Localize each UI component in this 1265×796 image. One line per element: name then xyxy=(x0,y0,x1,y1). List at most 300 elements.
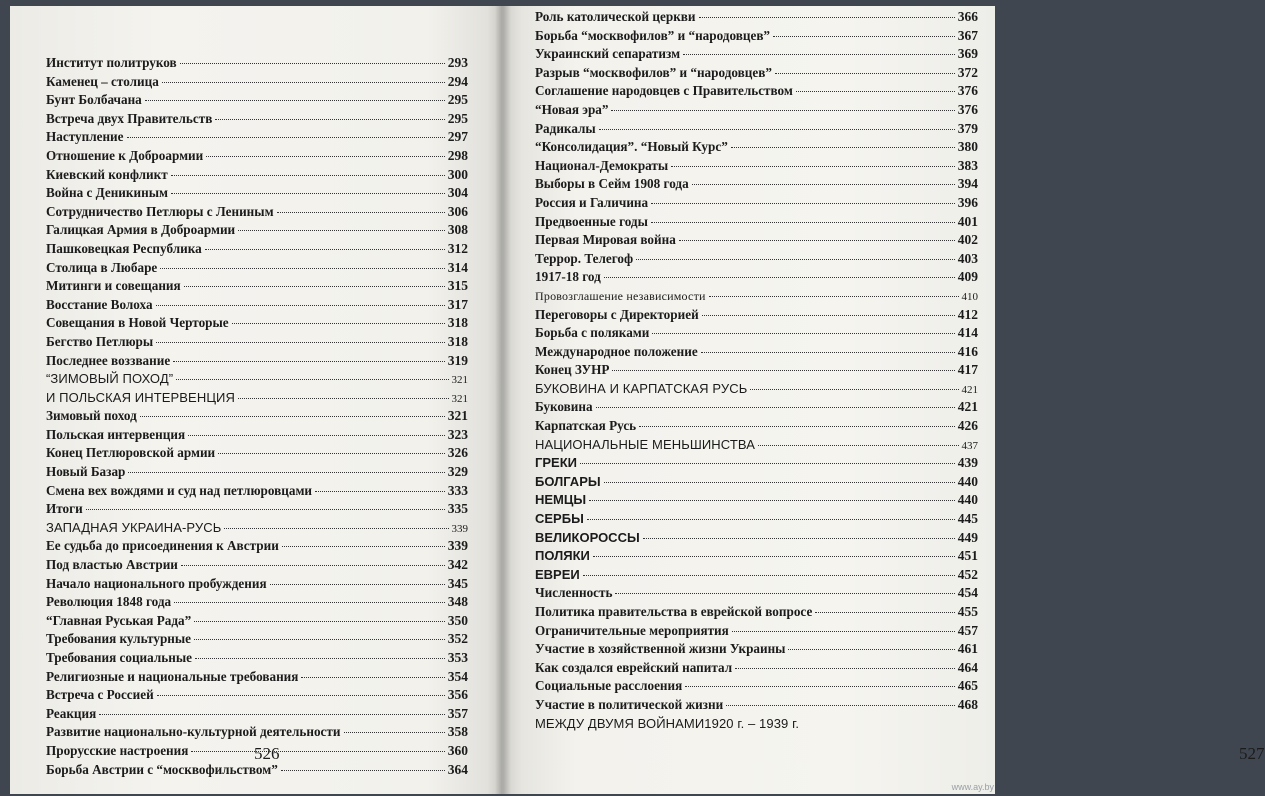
toc-entry-title: Буковина xyxy=(535,399,593,415)
toc-entry xyxy=(535,250,978,269)
toc-entry xyxy=(46,407,468,426)
toc-dot-leader xyxy=(224,528,448,529)
toc-entry-page: 465 xyxy=(957,678,978,694)
toc-entry-title: Отношение к Доброармии xyxy=(46,147,204,163)
toc-entry-page: 335 xyxy=(447,501,468,517)
toc-entry-page: 426 xyxy=(957,418,978,434)
toc-entry-title: Развитие национально-культурной деятельности xyxy=(46,724,341,740)
toc-entry-title: Как создался еврейский напитал xyxy=(535,659,733,675)
toc-dot-leader xyxy=(86,509,445,510)
toc-entry-page: 376 xyxy=(957,83,978,99)
toc-entry xyxy=(535,454,978,473)
toc-entry-page: 421 xyxy=(957,399,978,415)
toc-entry-title: Пашковецкая Республика xyxy=(46,240,202,256)
toc-dot-leader xyxy=(238,398,449,399)
toc-dot-leader xyxy=(699,17,955,18)
toc-entry-page: 306 xyxy=(447,203,468,219)
toc-entry xyxy=(535,398,978,417)
toc-dot-leader xyxy=(188,435,445,436)
toc-entry-title: БОЛГАРЫ xyxy=(535,473,601,489)
toc-dot-leader xyxy=(735,668,955,669)
toc-entry-title: Война с Деникиным xyxy=(46,185,168,201)
toc-dot-leader xyxy=(815,612,954,613)
toc-dot-leader xyxy=(639,426,955,427)
toc-entry-page: 410 xyxy=(961,290,978,303)
toc-entry-page: 449 xyxy=(957,529,978,545)
toc-entry xyxy=(535,659,978,678)
toc-entry-title: Зимовый поход xyxy=(46,408,137,424)
toc-entry xyxy=(535,120,978,139)
toc-entry-title: ВЕЛИКОРОССЫ xyxy=(535,529,640,545)
toc-entry-title: “Консолидация”. “Новый Курс” xyxy=(535,139,728,155)
toc-entry xyxy=(535,473,978,492)
toc-dot-leader xyxy=(195,658,445,659)
toc-entry xyxy=(46,444,468,463)
toc-dot-leader xyxy=(181,565,445,566)
toc-entry xyxy=(46,91,468,110)
right-page-number: 527 xyxy=(1239,744,1265,763)
toc-dot-leader xyxy=(652,333,954,334)
toc-entry xyxy=(535,677,978,696)
toc-entry xyxy=(535,343,978,362)
toc-entry-title: Столица в Любаре xyxy=(46,259,158,275)
toc-entry xyxy=(535,213,978,232)
toc-entry xyxy=(535,27,978,46)
toc-entry-title: Радикалы xyxy=(535,120,596,136)
toc-entry xyxy=(535,417,978,436)
toc-entry xyxy=(535,566,978,585)
toc-entry-title: Международное положение xyxy=(535,343,698,359)
toc-entry-title: Бегство Петлюры xyxy=(46,333,154,349)
toc-entry-page: 317 xyxy=(447,296,468,312)
toc-entry-title: Борьба “москвофилов” и “народовцев” xyxy=(535,27,771,43)
toc-entry-page: 329 xyxy=(447,464,468,480)
toc-entry-title: Совещания в Новой Черторые xyxy=(46,315,229,331)
toc-entry-page: 366 xyxy=(957,9,978,24)
toc-entry xyxy=(46,147,468,166)
toc-entry-page: 468 xyxy=(957,696,978,712)
toc-entry xyxy=(46,73,468,92)
toc-entry-title: Первая Мировая война xyxy=(535,232,676,248)
toc-dot-leader xyxy=(701,352,955,353)
toc-entry-title: Каменец – столица xyxy=(46,73,159,89)
toc-dot-leader xyxy=(171,193,445,194)
toc-dot-leader xyxy=(277,212,445,213)
toc-dot-leader xyxy=(589,500,955,501)
toc-dot-leader xyxy=(156,342,445,343)
toc-entry-page: 308 xyxy=(447,222,468,238)
toc-entry-title: Борьба Австрии с “москвофильством” xyxy=(46,761,278,777)
toc-entry-title: Предвоенные годы xyxy=(535,213,648,229)
toc-entry-page: 440 xyxy=(957,492,978,508)
toc-entry-page: 454 xyxy=(957,585,978,601)
toc-dot-leader xyxy=(604,277,955,278)
toc-entry-page: 464 xyxy=(957,659,978,675)
toc-entry xyxy=(46,668,468,687)
toc-entry-title: ЗАПАДНАЯ УКРАИНА-РУСЬ xyxy=(46,519,222,535)
toc-entry-title: ПОЛЯКИ xyxy=(535,548,590,564)
toc-entry-title: Борьба с поляками xyxy=(535,325,650,341)
toc-dot-leader xyxy=(171,175,445,176)
toc-entry-title: “ЗИМОВЫЙ ПОХОД” xyxy=(46,371,174,387)
toc-entry xyxy=(46,537,468,556)
toc-entry-page: 352 xyxy=(447,631,468,647)
toc-dot-leader xyxy=(191,751,444,752)
toc-entry-page: 445 xyxy=(957,511,978,527)
toc-entry-title: Конец ЗУНР xyxy=(535,362,610,378)
toc-entry-title: Соглашение народовцев с Правительством xyxy=(535,83,793,99)
toc-entry xyxy=(535,175,978,194)
toc-entry-title: Прорусские настроения xyxy=(46,742,189,758)
toc-dot-leader xyxy=(732,631,955,632)
toc-entry xyxy=(535,603,978,622)
toc-entry-title: “Главная Руськая Рада” xyxy=(46,612,192,628)
toc-entry-page: 298 xyxy=(447,147,468,163)
toc-entry-page: 437 xyxy=(961,439,978,452)
toc-entry-title: Новый Базар xyxy=(46,464,126,480)
toc-dot-leader xyxy=(671,166,955,167)
toc-entry-title: “Новая эра” xyxy=(535,101,609,117)
toc-entry-title: Киевский конфликт xyxy=(46,166,168,182)
toc-entry-page: 383 xyxy=(957,157,978,173)
toc-dot-leader xyxy=(145,100,445,101)
toc-dot-leader xyxy=(282,546,445,547)
toc-entry-title: Требования социальные xyxy=(46,650,192,665)
toc-dot-leader xyxy=(232,323,445,324)
toc-dot-leader xyxy=(160,268,444,269)
toc-entry-page: 333 xyxy=(447,482,468,498)
toc-dot-leader xyxy=(773,36,955,37)
toc-entry-page: 357 xyxy=(447,705,468,721)
toc-entry-page: 376 xyxy=(957,101,978,117)
toc-entry-title: Требования культурные xyxy=(46,631,192,647)
toc-entry-page: 321 xyxy=(451,374,468,387)
toc-entry-page: 401 xyxy=(957,213,978,229)
toc-dot-leader xyxy=(156,305,445,306)
toc-entry xyxy=(535,324,978,343)
toc-entry xyxy=(46,593,468,612)
toc-entry xyxy=(46,240,468,259)
toc-entry xyxy=(46,723,468,742)
toc-dot-leader xyxy=(593,556,955,557)
toc-entry-page: 394 xyxy=(957,176,978,192)
toc-dot-leader xyxy=(301,677,444,678)
toc-entry-title: И ПОЛЬСКАЯ ИНТЕРВЕНЦИЯ xyxy=(46,389,235,405)
toc-entry-page: 364 xyxy=(447,761,468,777)
toc-entry-page: 354 xyxy=(447,668,468,684)
toc-entry xyxy=(535,157,978,176)
toc-entry-page: 455 xyxy=(957,604,978,619)
toc-dot-leader xyxy=(157,695,445,696)
toc-entry xyxy=(46,333,468,352)
toc-entry-page: 339 xyxy=(451,522,468,535)
toc-entry-title: Национал-Демократы xyxy=(535,157,669,173)
toc-entry-title: Под властью Австрии xyxy=(46,557,178,573)
toc-dot-leader xyxy=(692,184,955,185)
toc-dot-leader xyxy=(270,584,445,585)
toc-entry xyxy=(535,45,978,64)
toc-entry-title: БУКОВИНА И КАРПАТСКАЯ РУСЬ xyxy=(535,380,748,396)
toc-entry-title: Встреча с Россией xyxy=(46,687,154,703)
toc-entry xyxy=(535,510,978,529)
toc-entry-title: Ее судьба до присоединения к Австрии xyxy=(46,538,279,554)
toc-entry-title: Социальные расслоения xyxy=(535,678,683,694)
toc-entry-page: 294 xyxy=(447,73,468,89)
toc-entry xyxy=(46,482,468,501)
toc-entry xyxy=(535,491,978,510)
toc-entry-page: 348 xyxy=(447,594,468,610)
toc-entry xyxy=(535,622,978,641)
toc-entry-page: 457 xyxy=(957,622,978,638)
toc-entry-page: 321 xyxy=(451,392,468,405)
toc-dot-leader xyxy=(685,686,954,687)
toc-entry-title: Сотрудничество Петлюры с Лениным xyxy=(46,203,274,219)
toc-dot-leader xyxy=(612,370,954,371)
toc-entry-page: 339 xyxy=(447,538,468,554)
toc-dot-leader xyxy=(180,63,445,64)
toc-entry-title: Галицкая Армия в Доброармии xyxy=(46,222,236,238)
toc-entry-title: Восстание Волоха xyxy=(46,296,153,312)
toc-entry-page: 300 xyxy=(447,166,468,182)
toc-dot-leader xyxy=(184,286,445,287)
toc-entry xyxy=(535,64,978,83)
toc-entry-page: 353 xyxy=(447,650,468,665)
toc-entry xyxy=(535,268,978,287)
toc-entry xyxy=(535,547,978,566)
toc-dot-leader xyxy=(643,538,955,539)
toc-entry-page: 379 xyxy=(957,120,978,136)
toc-entry xyxy=(535,138,978,157)
toc-dot-leader xyxy=(611,110,954,111)
toc-entry xyxy=(535,640,978,659)
toc-dot-leader xyxy=(344,732,445,733)
toc-entry-page: 461 xyxy=(957,641,978,657)
toc-entry-title: Террор. Телегоф xyxy=(535,250,634,266)
toc-entry-page: 358 xyxy=(447,724,468,740)
toc-entry xyxy=(535,101,978,120)
toc-entry-page: 304 xyxy=(447,185,468,201)
toc-entry-page: 295 xyxy=(447,92,468,108)
toc-entry xyxy=(535,361,978,380)
toc-entry-title: ГРЕКИ xyxy=(535,455,577,471)
toc-entry-title: Выборы в Сейм 1908 года xyxy=(535,176,689,192)
toc-entry-title: Смена вех вождями и суд над петлюровцами xyxy=(46,482,313,498)
toc-entry-page: 421 xyxy=(961,383,978,396)
toc-entry-title: МЕЖДУ ДВУМЯ ВОЙНАМИ1920 г. – 1939 г. xyxy=(535,715,800,731)
toc-entry-title: Ограничительные мероприятия xyxy=(535,622,729,638)
toc-entry xyxy=(535,306,978,325)
toc-dot-leader xyxy=(796,91,955,92)
toc-entry-title: Численность xyxy=(535,585,613,601)
toc-entry-page: 342 xyxy=(447,557,468,573)
toc-dot-leader xyxy=(176,379,448,380)
toc-dot-leader xyxy=(174,602,445,603)
toc-entry xyxy=(535,8,978,27)
toc-entry-page: 318 xyxy=(447,333,468,349)
toc-entry xyxy=(46,221,468,240)
toc-entry xyxy=(46,630,468,649)
toc-entry xyxy=(535,231,978,250)
toc-dot-leader xyxy=(758,445,959,446)
toc-entry-page: 403 xyxy=(957,250,978,266)
toc-entry xyxy=(46,705,468,724)
toc-entry-page: 360 xyxy=(447,742,468,758)
toc-entry-page: 369 xyxy=(957,46,978,62)
toc-entry-title: 1917-18 год xyxy=(535,269,601,285)
toc-entry xyxy=(46,556,468,575)
toc-entry xyxy=(46,296,468,315)
toc-entry xyxy=(46,389,468,408)
toc-entry-page: 350 xyxy=(447,612,468,628)
toc-entry xyxy=(535,715,978,734)
toc-dot-leader xyxy=(679,240,955,241)
toc-entry-title: Бунт Болбачана xyxy=(46,92,142,108)
toc-entry-page: 318 xyxy=(447,315,468,331)
toc-dot-leader xyxy=(709,296,959,297)
toc-entry xyxy=(535,287,978,306)
toc-entry-title: Начало национального пробуждения xyxy=(46,575,267,591)
toc-entry xyxy=(535,194,978,213)
toc-entry xyxy=(535,584,978,603)
toc-entry-title: Конец Петлюровской армии xyxy=(46,445,216,461)
toc-entry-title: Переговоры с Директорией xyxy=(535,306,699,322)
toc-entry-page: 412 xyxy=(957,306,978,322)
toc-entry-title: Революция 1848 года xyxy=(46,594,172,610)
toc-dot-leader xyxy=(218,453,445,454)
toc-entry xyxy=(535,380,978,399)
toc-dot-leader xyxy=(651,222,955,223)
toc-entry-page: 293 xyxy=(447,55,468,70)
toc-entry-page: 326 xyxy=(447,445,468,461)
toc-dot-leader xyxy=(580,463,955,464)
toc-dot-leader xyxy=(194,639,445,640)
toc-entry-page: 417 xyxy=(957,362,978,378)
toc-dot-leader xyxy=(128,472,444,473)
toc-dot-leader xyxy=(750,389,958,390)
toc-entry xyxy=(46,426,468,445)
toc-entry-page: 451 xyxy=(957,548,978,564)
left-page-number: 526 xyxy=(254,744,280,763)
toc-entry-page: 452 xyxy=(957,566,978,582)
toc-entry-title: Участие в хозяйственной жизни Украины xyxy=(535,641,786,657)
toc-entry-page: 409 xyxy=(957,269,978,285)
toc-entry xyxy=(46,314,468,333)
toc-entry-title: Польская интервенция xyxy=(46,426,186,442)
toc-dot-leader xyxy=(173,361,445,362)
toc-entry-title: Итоги xyxy=(46,501,83,517)
toc-entry-page: 396 xyxy=(957,194,978,210)
toc-dot-leader xyxy=(205,249,445,250)
toc-dot-leader xyxy=(162,82,445,83)
toc-entry-page: 372 xyxy=(957,64,978,80)
toc-entry xyxy=(46,54,468,73)
toc-entry-title: СЕРБЫ xyxy=(535,511,584,527)
toc-entry-title: Религиозные и национальные требования xyxy=(46,668,299,684)
toc-entry xyxy=(46,110,468,129)
toc-dot-leader xyxy=(215,119,444,120)
toc-entry xyxy=(46,277,468,296)
toc-entry-title: Наступление xyxy=(46,129,124,145)
watermark: www.ay.by xyxy=(951,782,994,792)
toc-dot-leader xyxy=(596,407,955,408)
toc-dot-leader xyxy=(599,129,955,130)
toc-dot-leader xyxy=(683,54,955,55)
toc-entry xyxy=(46,370,468,389)
toc-entry-title: Разрыв “москвофилов” и “народовцев” xyxy=(535,64,772,80)
toc-entry xyxy=(535,436,978,455)
toc-dot-leader xyxy=(99,714,444,715)
toc-entry xyxy=(46,259,468,278)
toc-dot-leader xyxy=(788,649,954,650)
toc-entry xyxy=(46,203,468,222)
toc-entry-page: 319 xyxy=(447,352,468,368)
toc-dot-leader xyxy=(726,705,955,706)
toc-entry xyxy=(46,686,468,705)
toc-entry-title: Россия и Галичина xyxy=(535,194,649,210)
toc-dot-leader xyxy=(140,416,445,417)
toc-dot-leader xyxy=(636,259,955,260)
toc-entry-page: 315 xyxy=(447,278,468,294)
toc-entry xyxy=(535,696,978,715)
toc-dot-leader xyxy=(731,147,955,148)
toc-entry xyxy=(46,612,468,631)
toc-dot-leader xyxy=(583,575,955,576)
toc-entry xyxy=(46,352,468,371)
toc-entry-title: ЕВРЕИ xyxy=(535,566,580,582)
toc-entry xyxy=(46,500,468,519)
toc-entry-page: 312 xyxy=(447,240,468,256)
toc-entry-title: Провозглашение независимости xyxy=(535,288,706,303)
toc-entry-page: 439 xyxy=(957,455,978,471)
toc-entry-title: НЕМЦЫ xyxy=(535,492,587,508)
toc-entry-page: 323 xyxy=(447,426,468,442)
toc-entry-title: Роль католической церкви xyxy=(535,9,696,24)
toc-dot-leader xyxy=(587,519,955,520)
toc-entry-title: Украинский сепаратизм xyxy=(535,46,681,62)
toc-entry xyxy=(46,463,468,482)
toc-entry-page: 414 xyxy=(957,325,978,341)
toc-dot-leader xyxy=(206,156,444,157)
toc-entry-page: 367 xyxy=(957,27,978,43)
toc-entry xyxy=(535,529,978,548)
toc-entry-title: Реакция xyxy=(46,705,97,721)
toc-entry-page: 440 xyxy=(957,473,978,489)
toc-entry xyxy=(46,519,468,538)
toc-dot-leader xyxy=(127,137,445,138)
toc-dot-leader xyxy=(604,482,955,483)
toc-dot-leader xyxy=(194,621,445,622)
left-toc-list xyxy=(46,54,468,779)
toc-entry-title: Встреча двух Правительств xyxy=(46,110,213,126)
toc-entry-page: 295 xyxy=(447,110,468,126)
toc-entry-title: Карпатская Русь xyxy=(535,418,637,434)
toc-entry xyxy=(46,184,468,203)
toc-entry xyxy=(46,166,468,185)
toc-entry xyxy=(46,128,468,147)
toc-dot-leader xyxy=(702,315,955,316)
open-book xyxy=(10,6,1265,794)
toc-entry-page: 356 xyxy=(447,687,468,703)
toc-entry-title: Институт политруков xyxy=(46,55,177,70)
toc-entry-page: 416 xyxy=(957,343,978,359)
left-page xyxy=(10,6,502,794)
toc-entry-title: НАЦИОНАЛЬНЫЕ МЕНЬШИНСТВА xyxy=(535,436,755,452)
toc-entry-page: 314 xyxy=(447,259,468,275)
toc-entry-title: Последнее воззвание xyxy=(46,352,171,368)
toc-entry-title: Митинги и совещания xyxy=(46,278,181,294)
toc-dot-leader xyxy=(651,203,955,204)
toc-entry-title: Политика правительства в еврейской вопросе xyxy=(535,604,813,619)
